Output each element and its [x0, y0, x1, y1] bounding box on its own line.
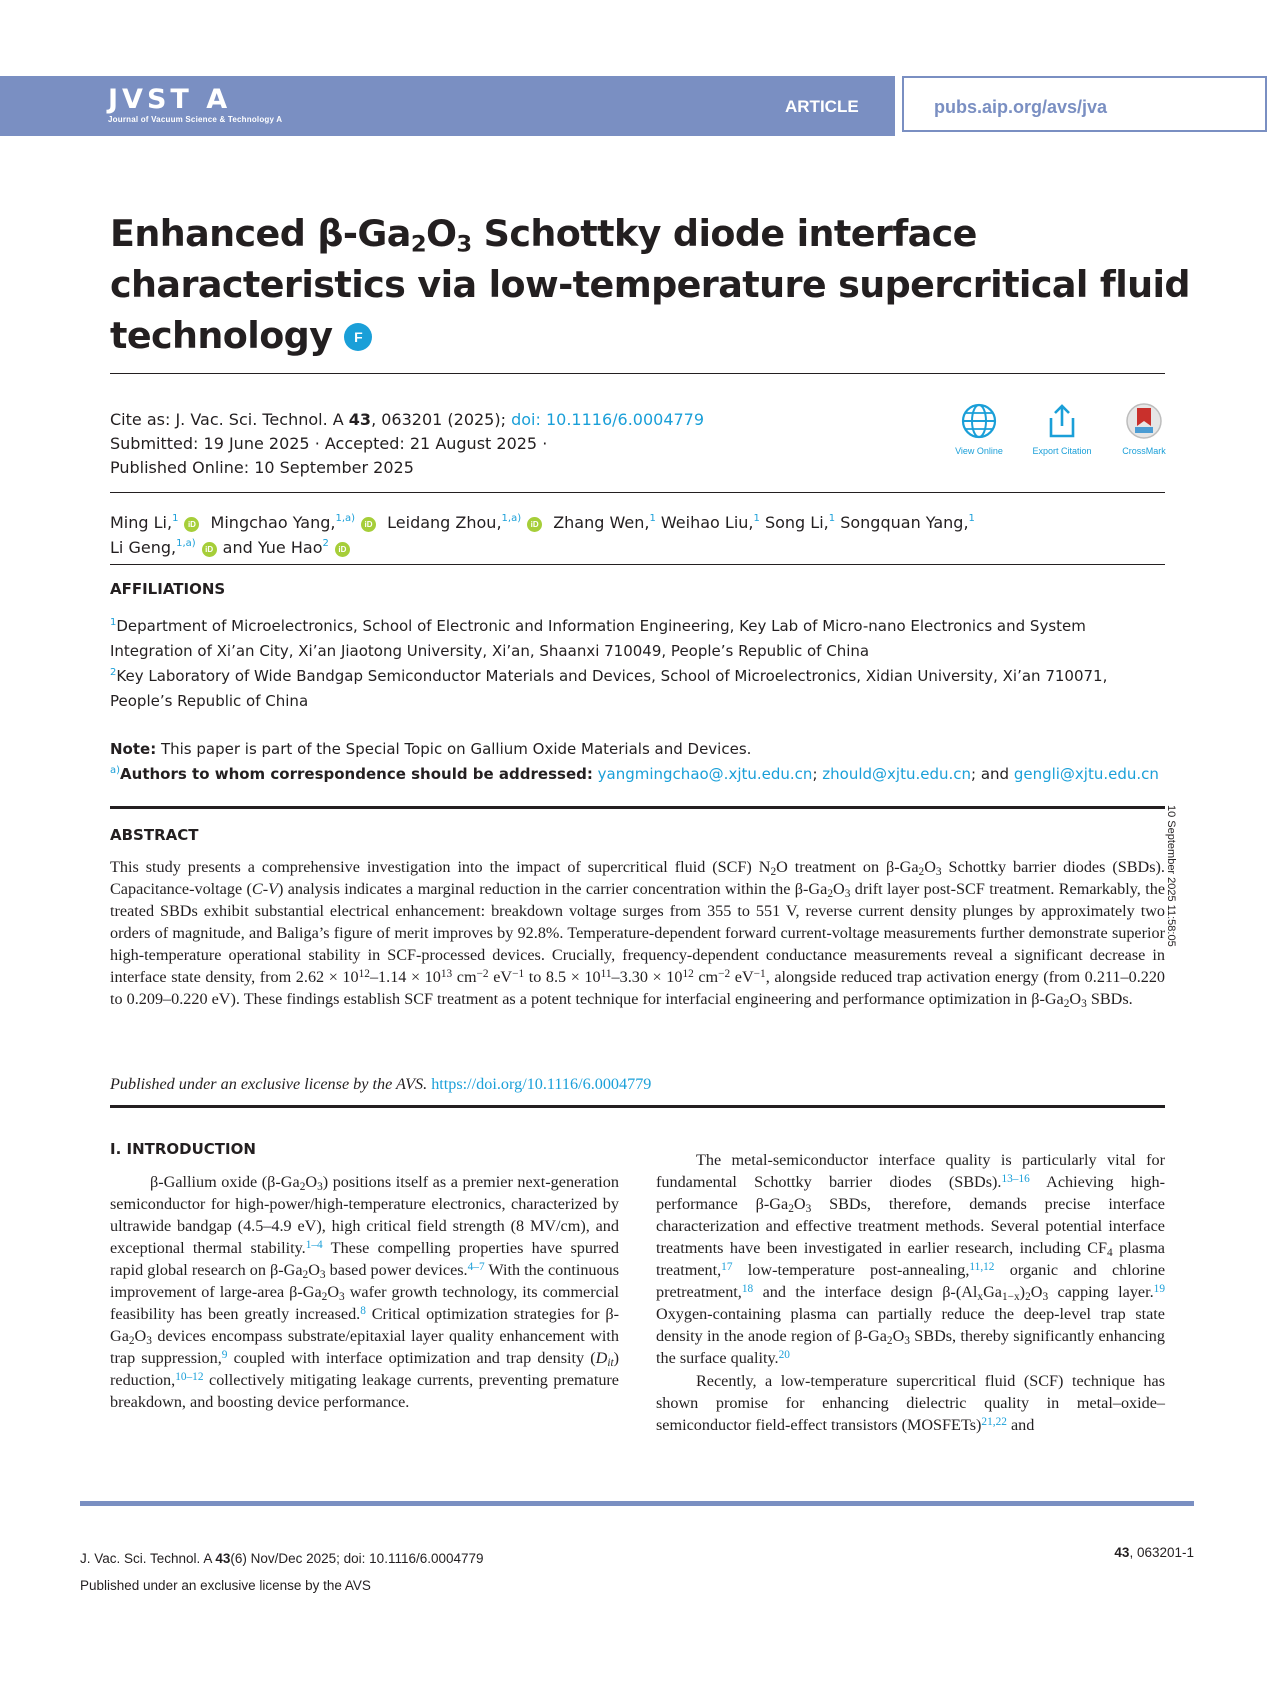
email-link[interactable]: gengli@xjtu.edu.cn — [1013, 765, 1159, 783]
license-statement: Published under an exclusive license by the AVS. https://doi.org/10.1116/6.0004779 — [110, 1075, 652, 1093]
article-title: Enhanced $\beta-Ga_2O_3$ Schottky diode interface characteristics via low-temperature supercritical fluid technology F — [110, 212, 1190, 357]
divider — [110, 492, 1165, 493]
logo-wordmark: JVST A — [108, 84, 232, 115]
affiliations-heading: AFFILIATIONS — [110, 580, 226, 598]
crossmark-label: CrossMark — [1122, 446, 1166, 456]
footer-bar — [80, 1501, 1194, 1506]
author[interactable]: Li Geng,$^{1,a)}$ — [110, 538, 196, 557]
email-link[interactable]: yangmingchao@.xjtu.edu.cn — [597, 765, 813, 783]
journal-logo[interactable] — [108, 86, 282, 124]
author[interactable]: Ming Li,$^1$ — [110, 513, 179, 532]
orcid-icon[interactable]: iD — [202, 542, 217, 557]
journal-url-link[interactable]: pubs.aip.org/avs/jva — [902, 76, 1267, 132]
export-icon — [1043, 402, 1081, 440]
logo-subtitle: Journal of Vacuum Science & Technology A — [108, 115, 283, 124]
footer-citation: J. Vac. Sci. Technol. A 43(6) Nov/Dec 2025; doi: 10.1116/6.0004779 Published under an exclusive license by the AVS — [80, 1545, 484, 1599]
crossmark-button[interactable] — [1104, 402, 1184, 456]
publication-date: Published Online: 10 September 2025 — [110, 458, 414, 477]
featured-badge-icon[interactable]: F — [344, 323, 372, 351]
orcid-icon[interactable]: iD — [184, 517, 199, 532]
submission-dates: Submitted: 19 June 2025 · Accepted: 21 August 2025 · — [110, 434, 548, 453]
email-link[interactable]: zhould@xjtu.edu.cn — [822, 765, 971, 783]
footer-license: Published under an exclusive license by the AVS — [80, 1578, 371, 1593]
author[interactable]: Weihao Liu,$^1$ — [660, 513, 760, 532]
author[interactable]: Song Li,$^1$ — [764, 513, 836, 532]
intro-left-column: β-Gallium oxide $(\beta-Ga_2O_3)$ positions itself as a premier next-generation semiconductor for high-power/high-temperature electronics, characterized by ultrawide bandgap (4.5–4.9 eV), high critical field strength (8 MV/cm), and exceptional thermal stability.$^{1-4}$ These compelling properties have spurred rapid global research on $\beta-Ga_2O_3$ based power devices.$^{4-7}$ With the continuous improvement of large-area $\beta-Ga_2O_3$ wafer growth technology, its commercial feasibility has been greatly increased.$^8$ Critical optimization strategies for $\beta-Ga_2O_3$ devices encompass substrate/epitaxial layer quality enhancement with trap suppression,$^9$ coupled with interface optimization and trap density $(D_{it})$ reduction,$^{10-12}$ collectively mitigating leakage currents, preventing premature breakdown, and boosting device performance. — [110, 1173, 619, 1411]
divider — [110, 373, 1165, 374]
intro-right-column: The metal-semiconductor interface quality is particularly vital for fundamental Schottky barrier diodes (SBDs).$^{13-16}$ Achieving high-performance $\beta-Ga_2O_3$ SBDs, therefore, demands precise interface characterization and effective treatment methods. Several potential interface treatments have been investigated in earlier research, including $CF_4$ plasma treatment,$^{17}$ low-temperature post-annealing,$^{11,12}$ organic and chlorine pretreatment,$^{18}$ and the interface design $\beta-(Al_xGa_{1-x})_2O_3$ capping layer.$^{19}$ Oxygen-containing plasma can partially reduce the deep-level trap state density in the anode region of $\beta-Ga_2O_3$ SBDs, thereby significantly enhancing the surface quality.$^{20}$ Recently, a low-temperature supercritical fluid (SCF) technique has shown promise for enhancing dielectric quality in metal–oxide–semiconductor field-effect transistors (MOSFETs)$^{21,22}$ and — [656, 1151, 1166, 1434]
divider — [110, 1105, 1165, 1108]
citation-info: Cite as: J. Vac. Sci. Technol. A 43, 063201 (2025); doi: 10.1116/6.0004779 Submitted: 19 June 2025 · Accepted: 21 August 2025 · Published Online: 10 September 2025 — [110, 408, 704, 480]
export-citation-button[interactable] — [1022, 402, 1102, 456]
download-timestamp: 10 September 2025 11:58:05 — [1165, 805, 1177, 947]
orcid-icon[interactable]: iD — [361, 517, 376, 532]
abstract-heading: ABSTRACT — [110, 826, 199, 844]
page-number: 43, 063201-1 — [1114, 1545, 1194, 1560]
view-online-button[interactable] — [939, 402, 1019, 456]
author[interactable]: Zhang Wen,$^1$ — [553, 513, 656, 532]
author-list — [110, 510, 1170, 560]
article-type-label: ARTICLE — [785, 97, 859, 116]
doi-link[interactable]: doi: 10.1116/6.0004779 — [511, 410, 705, 429]
affiliation-2: $^2$Key Laboratory of Wide Bandgap Semiconductor Materials and Devices, School of Microelectronics, Xidian University, Xi’an 710071, People’s Republic of China — [110, 667, 1108, 710]
author[interactable]: and Yue Hao$^2$ — [222, 538, 329, 557]
export-citation-label: Export Citation — [1032, 446, 1092, 456]
author[interactable]: Leidang Zhou,$^{1,a)}$ — [387, 513, 522, 532]
section-heading: I. INTRODUCTION — [110, 1140, 256, 1158]
note-block: Note: This paper is part of the Special Topic on Gallium Oxide Materials and Devices. $^{a)}$Authors to whom correspondence should be addressed: yangmingchao@.xjtu.edu.cn; zhould@xjtu.edu.cn; and gengli@xjtu.edu.cn — [110, 740, 1159, 783]
crossmark-icon — [1125, 402, 1163, 440]
author[interactable]: Songquan Yang,$^1$ — [840, 513, 975, 532]
abstract-text: This study presents a comprehensive investigation into the impact of supercritical fluid (SCF) $N_2O$ treatment on $\beta-Ga_2O_3$ Schottky barrier diodes (SBDs). Capacitance-voltage (C-V) analysis indicates a marginal reduction in the carrier concentration within the $\beta-Ga_2O_3$ drift layer post-SCF treatment. Remarkably, the treated SBDs exhibit substantial electrical enhancement: breakdown voltage surges from 355 to 551 V, reverse current density plunges by approximately two orders of magnitude, and Baliga’s figure of merit improves by 92.8%. Temperature-dependent forward current-voltage measurements further demonstrate superior high-temperature operational stability in SCF-processed devices. Crucially, frequency-dependent conductance measurements reveal a significant decrease in interface state density, from $2.62 \times 10^{12}-1.14 \times 10^{13}$ $cm^{-2}$ $eV^{-1}$ to $8.5 \times 10^{11}-3.30 \times 10^{12}$ $cm^{-2}$ $eV^{-1}$, alongside reduced trap activation energy (from 0.211–0.220 to 0.209–0.220 eV). These findings establish SCF treatment as a potent technique for interfacial engineering and performance optimization in $\beta-Ga_2O_3$ SBDs. — [110, 858, 1166, 1010]
orcid-icon[interactable]: iD — [527, 517, 542, 532]
divider — [110, 564, 1165, 565]
doi-url-link[interactable]: https://doi.org/10.1116/6.0004779 — [431, 1075, 652, 1093]
author[interactable]: Mingchao Yang,$^{1,a)}$ — [210, 513, 356, 532]
view-online-label: View Online — [955, 446, 1003, 456]
divider — [110, 806, 1165, 809]
affiliation-1: $^1$Department of Microelectronics, School of Electronic and Information Engineering, Key Lab of Micro-nano Electronics and System Integration of Xi’an City, Xi’an Jiaotong University, Xi’an, Shaanxi 710049, People’s Republic of China — [110, 617, 1086, 660]
orcid-icon[interactable]: iD — [335, 542, 350, 557]
globe-icon — [960, 402, 998, 440]
